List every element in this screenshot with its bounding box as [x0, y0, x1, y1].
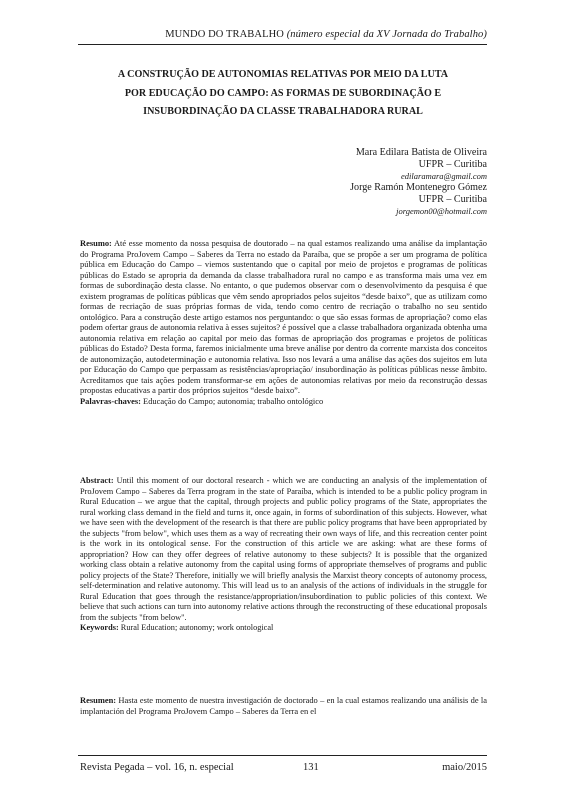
footer-divider: [78, 755, 487, 756]
author-email: edilaramara@gmail.com: [401, 170, 487, 181]
page-footer: [80, 762, 487, 776]
title-line: A CONSTRUÇÃO DE AUTONOMIAS RELATIVAS POR MEIO DA LUTA: [117, 69, 449, 80]
title-line: INSUBORDINAÇÃO DA CLASSE TRABALHADORA RURAL: [143, 106, 423, 117]
author-name: Mara Edilara Batista de Oliveira: [355, 147, 487, 158]
article-title: [80, 66, 486, 122]
author-affiliation: UFPR – Curitiba: [418, 158, 487, 170]
abstract-label: Abstract:: [80, 476, 114, 485]
resumen-label: Resumen:: [80, 695, 117, 705]
resumen-text: Hasta este momento de nuestra investigación de doctorado – en la cual estamos realizando una análisis de la implantación del Programa ProJovem Campo – Saberes da Terra en el: [80, 695, 488, 716]
resumo-section: [80, 238, 487, 406]
abstract-section: [80, 476, 487, 634]
title-line: POR EDUCAÇÃO DO CAMPO: AS FORMAS DE SUBORDINAÇÃO E: [124, 87, 442, 99]
author-name: Jorge Ramón Montenegro Gómez: [350, 182, 487, 194]
abstract-keywords: [80, 623, 487, 634]
footer-date: maio/2015: [442, 762, 487, 773]
keywords-text: Rural Education; autonomy; work ontological: [120, 623, 274, 632]
keywords-label: Keywords:: [80, 623, 119, 632]
special-edition-note: (número especial da XV Jornada do Trabalho): [286, 29, 487, 40]
resumen-section: [80, 695, 487, 716]
abstract-text: Until this moment of our doctoral research - which we are conducting an analysis of the implementation of ProJovem Campo – Saberes da Terra program in the state of Paraíba, which is intended to be a public policy program in Rural Education – we argue that the capital, through projects and public policy programs of the State, appropriates the rural working class demand in the field and turns it, once again, in forms of subordination of this subjects. However, what we have seen with the development of the research is that there are public policy programs that have been appropriated by the subjects "from below", which uses them as a way of recreating their own ways of life, and this recreation center point is the work in its ontological sense. For the construction of this article we are asking: what are these forms of appropriation? How can they offer degrees of relative autonomy to these subjects? It is possible that the organized working class obtain a relative autonomy from the capital using forms of appropriate themselves of programs and public policy projects of the State? Therefore, initially we will briefly analysis the Marxist theory concepts of autonomy process, self-determination and relative autonomy. This will lead us to an analysis of the actions of individuals in the struggle for Rural Education that goes through the resistance/appropriation/insubordination to public policies of this context. We believe that such actions can turn into autonomy relative actions through the reconstructing of these educational proposals from the subjects "from below".: [80, 476, 488, 622]
keywords-label: Palavras-chaves:: [80, 395, 141, 406]
running-header: [165, 29, 487, 40]
resumo-label: Resumo:: [80, 238, 112, 248]
page-number: 131: [303, 762, 319, 773]
header-divider: [78, 44, 487, 45]
keywords-text: Educação do Campo; autonomia; trabalho ontológico: [143, 395, 324, 406]
resumo-keywords: [80, 396, 487, 407]
author-affiliation: UFPR – Curitiba: [418, 194, 487, 206]
author-email: jorgemon00@hotmail.com: [396, 205, 487, 216]
journal-section-name: MUNDO DO TRABALHO: [165, 29, 284, 40]
resumo-paragraph: [80, 238, 487, 396]
footer-journal: Revista Pegada – vol. 16, n. especial: [80, 762, 234, 773]
resumo-text: Até esse momento da nossa pesquisa de doutorado – na qual estamos realizando uma análise da implantação do Programa ProJovem Campo – Saberes da Terra no estado da Paraíba, que se propõe a ser um programa de política pública em Educação do Campo – viemos sustentando que o capital por meio de projetos e programas de políticas públicas do Estado se apropria da demanda da classe trabalhadora rural no campo e as transforma mais uma vez em formas de subordinação desta classe. No entanto, o que pudemos observar com o desenvolvimento da pesquisa é que existem programas de políticas públicas que vêm sendo apropriados pelos sujeitos “desde baixo”, que as utilizam como formas de recriação de suas próprias formas de vida, tendo como centro de recriação o trabalho no seu sentido ontológico. Para a construção deste artigo estamos nos perguntando: o que são essas formas de apropriação? como elas podem ofertar graus de autonomia relativa à esses sujeitos? é possível que a classe trabalhadora organizada obtenha uma autonomia relativa em relação ao capital por meio das formas de apropriação dos programas e projetos de políticas públicas do Estado? Desta forma, faremos inicialmente uma breve análise por dentro da corrente marxista dos conceitos de autonomização, autodeterminação e autonomia relativa. Isso nos levará a uma análise das ações dos sujeitos em luta por Educação do Campo que perpassam as resistências/apropriação/ insubordinação às políticas públicas nesse âmbito. Acreditamos que tais ações podem transformar-se em ações de autonomias relativas por meio da reconstrução dessas propostas educativas a partir dos próprios sujeitos “desde baixo”.: [80, 238, 487, 395]
author-block: [350, 147, 487, 218]
abstract-paragraph: [80, 476, 487, 623]
